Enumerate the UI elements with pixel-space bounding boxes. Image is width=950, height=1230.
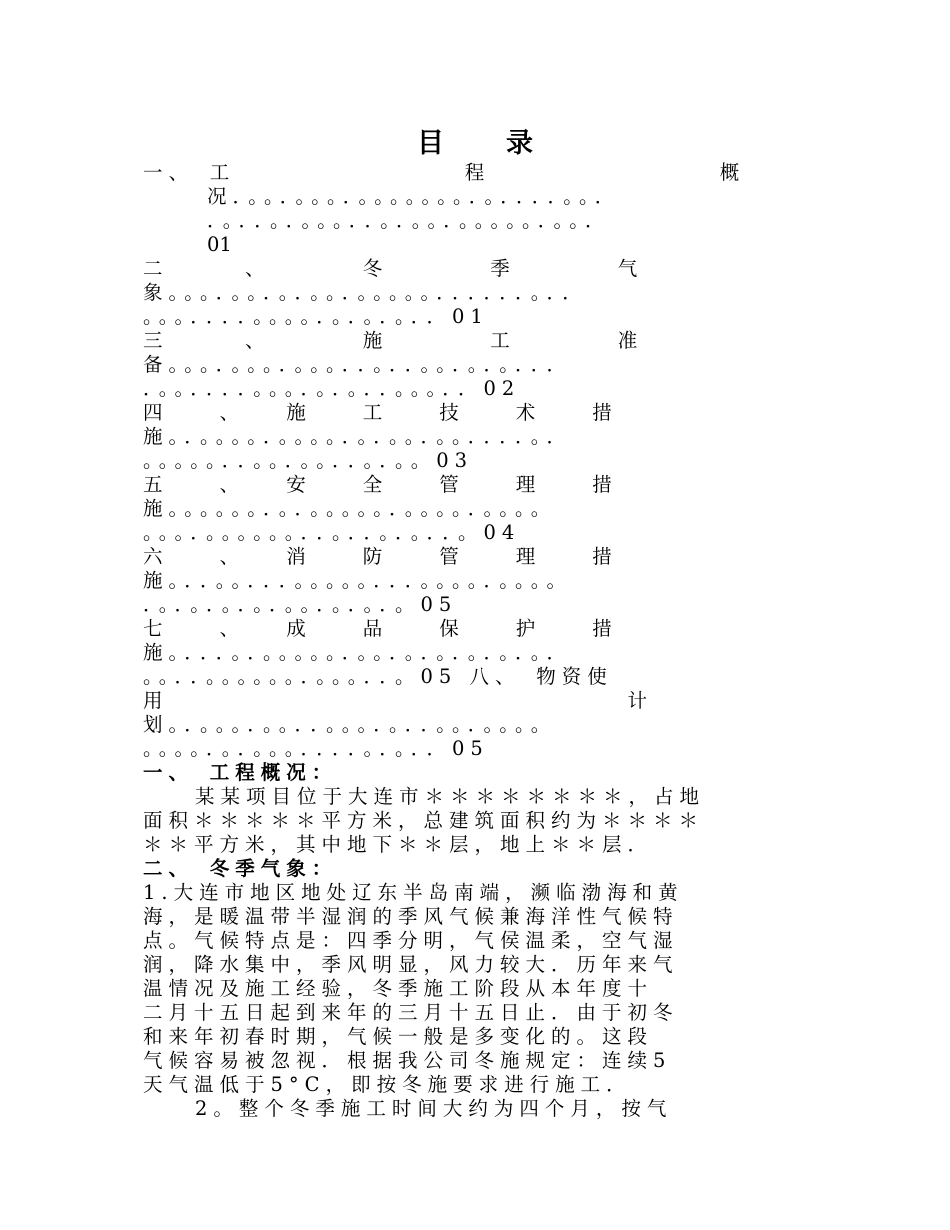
toc-item-7-line-1: 七 、 成 品 保 护 措 <box>143 617 618 640</box>
toc-item-3-line-2: 备。。。．。。。．。。。．．。．．。。．。．。．．． <box>143 353 573 376</box>
toc-item-6-line-1: 六 、 消 防 管 理 措 <box>143 545 618 568</box>
weather-line-2: 海，是暖温带半湿润的季风气候兼海洋性气候特 <box>143 905 679 928</box>
toc-item-8-line-1: 用 计 <box>143 689 654 712</box>
section-heading-overview: 一、 工程概况： <box>143 761 338 784</box>
toc-item-6-line-3: ．。．。．。．。．。。．。．。．。05 <box>143 593 458 616</box>
page-title: 目录 <box>417 128 595 159</box>
toc-item-5-line-1: 五 、 安 全 管 理 措 <box>143 473 618 496</box>
weather-line-4: 润，降水集中，季风明显，风力较大．历年来气 <box>143 953 679 976</box>
overview-line-3: ＊＊平方米，其中地下＊＊层，地上＊＊层． <box>143 833 654 856</box>
weather-line-5: 温情况及施工经验，冬季施工阶段从本年度十 <box>143 977 654 1000</box>
toc-item-2-line-3: 。。。．．．．。。。。．。．。．。．．01 <box>143 305 489 328</box>
weather-line-7: 和来年初春时期，气候一般是多变化的。这段 <box>143 1025 654 1048</box>
toc-item-1-line-2: 况．。。．。。。．。。。。。。。．。．．．．。。． <box>207 185 621 208</box>
toc-item-8-line-2: 划。．。。。．。。．．。。。．。．．。。．。。。。 <box>143 713 557 736</box>
toc-item-7-line-3: 。。．．。。。。。。．。。。．．。05 八、 物资使 <box>143 665 613 688</box>
weather-line-8: 气候容易被忽视．根据我公司冬施规定：连续5 <box>143 1049 672 1072</box>
toc-item-3-line-1: 三 、 施 工 准 <box>143 329 644 352</box>
toc-item-2-line-2: 象。。。．。。．。．。。．。。。。。．．．．．．。．． <box>143 281 588 304</box>
toc-item-5-line-2: 施。。。。。。．。．。。。。。．。。。。．。。。。 <box>143 497 557 520</box>
toc-item-3-line-3: ．。。．．．．。。。．。．。．．。。。．．02 <box>143 377 521 400</box>
toc-item-5-line-3: 。。。．。。。。。。．．。．．。．。．．。04 <box>143 521 521 544</box>
weather-line-6: 二月十五日起到来年的三月十五日止．由于初冬 <box>143 1001 679 1024</box>
toc-item-1-page: 01 <box>207 233 232 256</box>
toc-item-4-line-2: 施。．。。。。．。。。。．。．。。．。。．．．．。． <box>143 425 573 448</box>
toc-item-2-line-1: 二 、 冬 季 气 <box>143 257 644 280</box>
weather-line-3: 点。气候特点是：四季分明，气侯温柔，空气湿 <box>143 929 679 952</box>
section-heading-weather: 二、 冬季气象： <box>143 857 338 880</box>
overview-line-2: 面积＊＊＊＊＊平方米，总建筑面积约为＊＊＊＊ <box>143 809 705 832</box>
toc-item-6-line-2: 施。．．。。．．．。。。。。．．．。。。。．。。。。 <box>143 569 573 592</box>
toc-item-4-line-1: 四 、 施 工 技 术 措 <box>143 401 618 424</box>
toc-item-1-line-3: ．。．．。．。。。．．。．。。．。。。。。．。。． <box>207 209 611 232</box>
weather-line-10: 2。整个冬季施工时间大约为四个月，按气 <box>195 1097 673 1120</box>
toc-item-8-line-3: 。。。。．。．。。。．．．．。．。．．05 <box>143 737 489 760</box>
overview-line-1: 某某项目位于大连市＊＊＊＊＊＊＊＊，占地 <box>195 785 706 808</box>
toc-item-4-line-3: 。。。。。．．。。．。。．．。．。。03 <box>143 449 474 472</box>
toc-item-1-line-1: 一、 工 程 概 <box>143 161 746 184</box>
weather-line-9: 天气温低于5°C，即按冬施要求进行施工． <box>143 1073 632 1096</box>
weather-line-1: 1.大连市地区地处辽东半岛南端，濒临渤海和黄 <box>143 881 684 904</box>
toc-item-7-line-2: 施。．．．。．。。。。。．。。．。．。．。．。．。． <box>143 641 573 664</box>
